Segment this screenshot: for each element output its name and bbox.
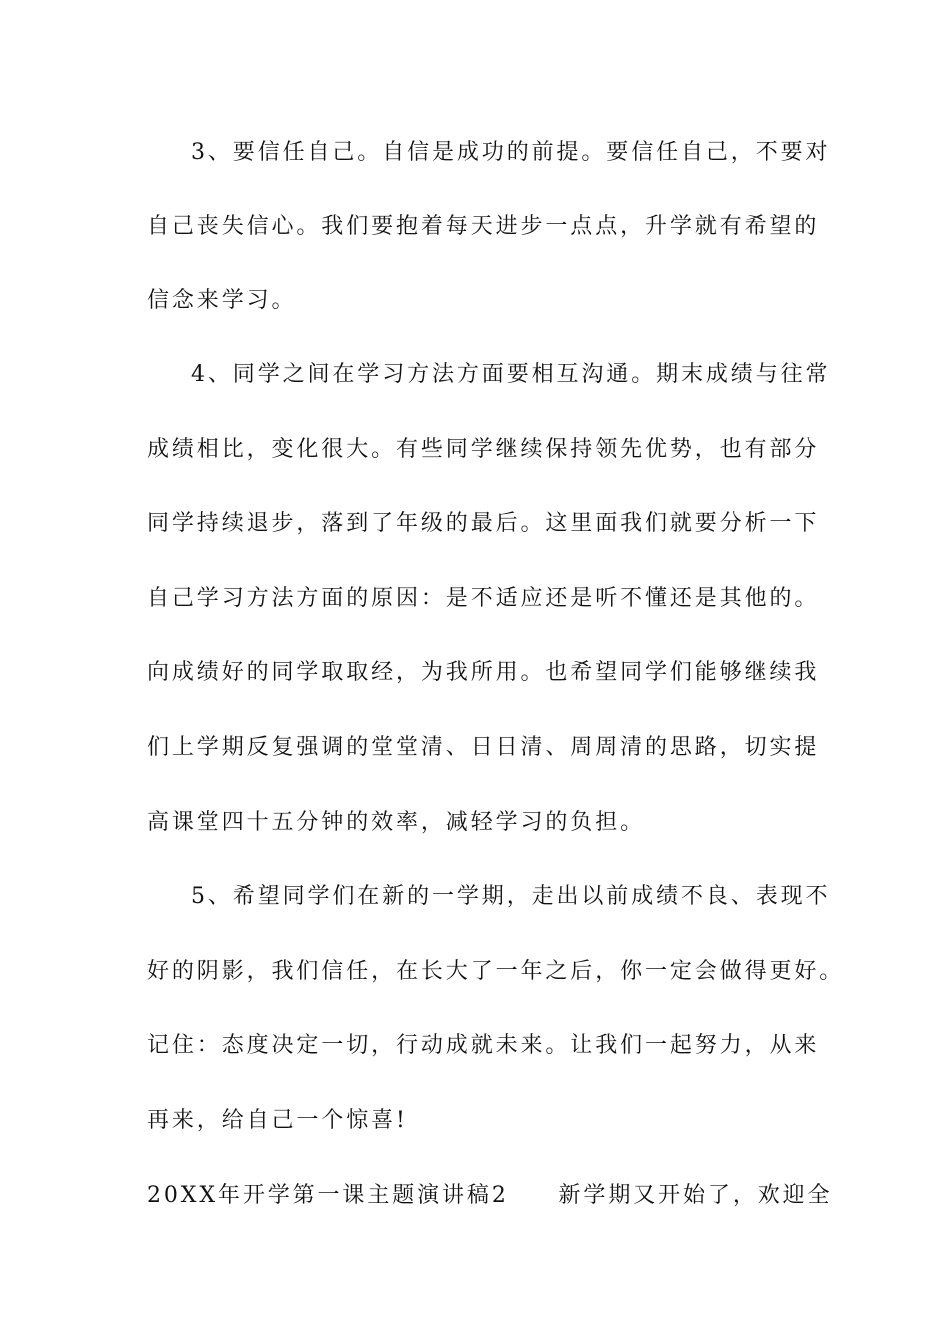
paragraph-3-line-1: 3、要信任自己。自信是成功的前提。要信任自己，不要对 [191, 140, 831, 165]
paragraph-5-line-1: 5、希望同学们在新的一学期，走出以前成绩不良、表现不 [191, 884, 831, 909]
paragraph-4-line-2: 成绩相比，变化很大。有些同学继续保持领先优势，也有部分 [147, 437, 820, 462]
paragraph-4-line-4: 自己学习方法方面的原因：是不适应还是听不懂还是其他的。 [147, 586, 820, 611]
paragraph-5-line-3: 记住：态度决定一切，行动成就未来。让我们一起努力，从来 [147, 1033, 820, 1058]
paragraph-4-line-1: 4、同学之间在学习方法方面要相互沟通。期末成绩与往常 [191, 362, 831, 387]
paragraph-4-line-5: 向成绩好的同学取取经，为我所用。也希望同学们能够继续我 [147, 660, 820, 685]
paragraph-3-line-2: 自己丧失信心。我们要抱着每天进步一点点，升学就有希望的 [147, 214, 820, 239]
next-speech-heading-line: 20XX年开学第一课主题演讲稿2 新学期又开始了，欢迎全 [147, 1183, 833, 1208]
paragraph-4-line-7: 高课堂四十五分钟的效率，减轻学习的负担。 [147, 810, 646, 835]
paragraph-4-line-6: 们上学期反复强调的堂堂清、日日清、周周清的思路，切实提 [147, 735, 820, 760]
paragraph-5-line-4: 再来，给自己一个惊喜! [147, 1108, 408, 1133]
paragraph-3-line-3: 信念来学习。 [147, 288, 297, 313]
paragraph-5-line-2: 好的阴影，我们信任，在长大了一年之后，你一定会做得更好。 [147, 959, 845, 984]
paragraph-4-line-3: 同学持续退步，落到了年级的最后。这里面我们就要分析一下 [147, 511, 820, 536]
